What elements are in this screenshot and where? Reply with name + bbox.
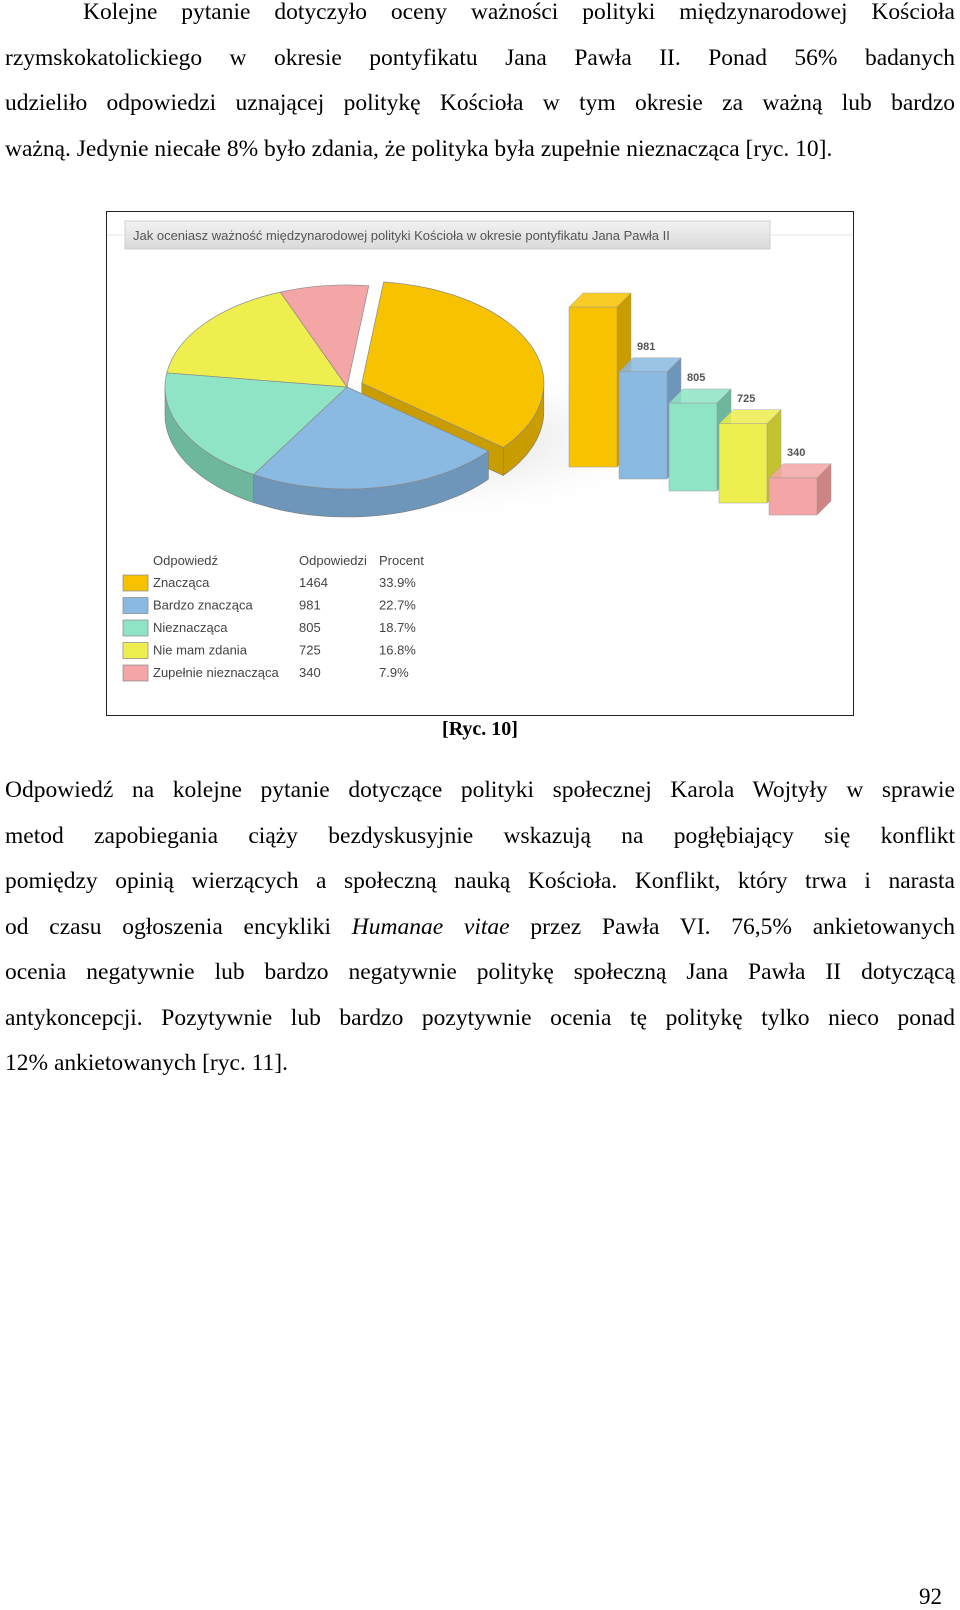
legend-percent: 16.8% bbox=[379, 642, 416, 658]
legend-row bbox=[123, 643, 416, 659]
legend-swatch bbox=[123, 575, 148, 591]
legend-percent: 33.9% bbox=[379, 575, 416, 590]
figure-caption: [Ryc. 10] bbox=[442, 718, 518, 740]
paragraph-line: ważną. Jedynie niecałe 8% było zdania, że polityka była zupełnie nieznacząca [ryc. 10]. bbox=[5, 135, 833, 162]
pie-chart bbox=[107, 212, 852, 714]
paragraph-1 bbox=[5, 0, 955, 172]
legend-header-percent: Procent bbox=[379, 553, 424, 568]
legend-label: Zupełnie nieznacząca bbox=[153, 665, 279, 680]
bar-front bbox=[769, 478, 817, 515]
bar-front bbox=[669, 403, 717, 491]
paragraph-line: Kolejne pytanie dotyczyło oceny ważności polityki międzynarodowej Kościoła bbox=[83, 0, 955, 25]
chart-figure bbox=[106, 211, 854, 716]
legend-count: 1464 bbox=[299, 575, 328, 590]
legend-count: 340 bbox=[299, 665, 321, 680]
paragraph-2 bbox=[5, 768, 955, 1087]
italic-title: Humanae vitae bbox=[351, 913, 510, 940]
page-number: 92 bbox=[919, 1584, 942, 1609]
legend-count: 725 bbox=[299, 642, 321, 658]
legend-label: Nieznacząca bbox=[153, 620, 228, 635]
legend-swatch bbox=[123, 598, 148, 614]
bar-data-label: 981 bbox=[637, 340, 656, 353]
bar-data-label: 805 bbox=[687, 372, 706, 385]
legend-label: Znacząca bbox=[153, 575, 210, 590]
legend-percent: 22.7% bbox=[379, 597, 416, 613]
legend-swatch bbox=[123, 665, 148, 681]
legend-count: 805 bbox=[299, 620, 321, 635]
legend-row bbox=[123, 665, 409, 681]
legend-label: Nie mam zdania bbox=[153, 642, 247, 658]
bar-data-label: 725 bbox=[737, 392, 756, 405]
legend-row bbox=[123, 575, 416, 591]
bar-data-label: 340 bbox=[787, 446, 806, 459]
paragraph-line: 12% ankietowanych [ryc. 11]. bbox=[5, 1050, 288, 1076]
paragraph-line: antykoncepcji. Pozytywnie lub bardzo pozytywnie ocenia tę politykę tylko nieco ponad bbox=[5, 1004, 955, 1031]
paragraph-line: rzymskokatolickiego w okresie pontyfikatu Jana Pawła II. Ponad 56% badanych bbox=[5, 44, 955, 71]
chart-legend bbox=[123, 553, 424, 681]
chart-title: Jak oceniasz ważność międzynarodowej polityki Kościoła w okresie pontyfikatu Jana Pawła II bbox=[133, 228, 670, 243]
bar-front bbox=[719, 424, 767, 503]
paragraph-line: pomiędzy opinią wierzących a społeczną nauką Kościoła. Konflikt, który trwa i narasta bbox=[5, 868, 955, 894]
paragraph-line: ocenia negatywnie lub bardzo negatywnie politykę społeczną Jana Pawła II dotyczącą bbox=[5, 959, 955, 985]
legend-percent: 18.7% bbox=[379, 620, 416, 635]
paragraph-line: od czasu ogłoszenia encykliki Humanae vitae przez Pawła VI. 76,5% ankietowanych bbox=[5, 913, 955, 940]
legend-row bbox=[123, 620, 416, 636]
legend-header-count: Odpowiedzi bbox=[299, 553, 367, 568]
legend-header-answer: Odpowiedź bbox=[153, 553, 219, 568]
legend-count: 981 bbox=[299, 597, 321, 613]
legend-swatch bbox=[123, 643, 148, 659]
bar-front bbox=[569, 307, 617, 467]
paragraph-line: Odpowiedź na kolejne pytanie dotyczące polityki społecznej Karola Wojtyły w sprawie bbox=[5, 777, 955, 803]
legend-label: Bardzo znacząca bbox=[153, 597, 253, 613]
legend-percent: 7.9% bbox=[379, 665, 409, 680]
paragraph-line: udzieliło odpowiedzi uznającej politykę Kościoła w tym okresie za ważną lub bardzo bbox=[5, 90, 955, 116]
legend-row bbox=[123, 598, 416, 614]
legend-swatch bbox=[123, 620, 148, 636]
bar-front bbox=[619, 372, 667, 479]
paragraph-line: metod zapobiegania ciąży bezdyskusyjnie wskazują na pogłębiający się konflikt bbox=[5, 822, 955, 849]
